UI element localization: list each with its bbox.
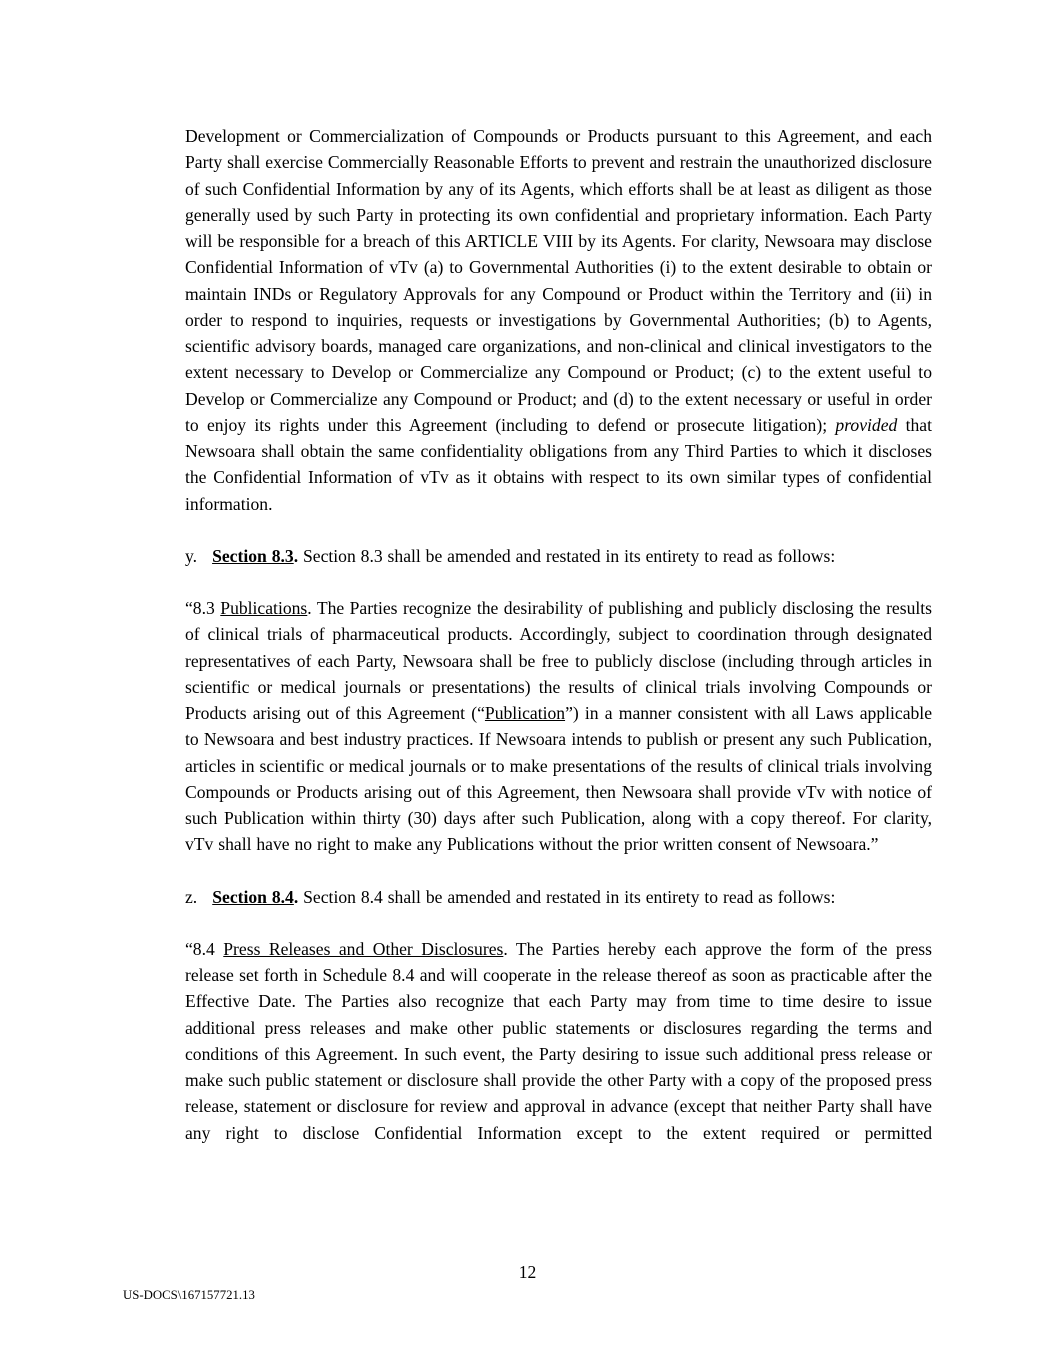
publication-underlined-term: Publication [484,703,566,723]
list-marker-z: z. [185,886,198,907]
list-marker-y: y. [185,545,198,566]
publications-underlined-term: Publications [220,598,308,618]
provided-italic-term: provided [835,414,898,435]
text-segment: “8.4 [185,938,224,959]
paragraph-section-8-3-publications [185,595,932,858]
document-body [185,123,932,1172]
text-segment: “8.3 [185,598,221,618]
section-8-4-heading: Section 8.4 [212,886,294,907]
amendment-item-z [185,884,932,910]
section-8-3-heading: Section 8.3 [212,545,294,566]
paragraph-confidentiality [185,123,932,517]
text-segment: Development or Commercialization of Compounds or Products pursuant to this Agreement, and each Party shall exercise Commercially Reasonable Efforts to prevent and restrain the unauthorized disclosure of such Confidential Information by any of its Agents, which efforts shall be at least as diligent as those generally used by such Party in protecting its own confidential and proprietary information. Each Party will be responsible for a breach of this ARTICLE VIII by its Agents. For clarity, Newsoara may disclose Confidential Information of vTv (a) to Governmental Authorities (i) to the extent desirable to obtain or maintain INDs or Regulatory Approvals for any Compound or Product within the Territory and (ii) in order to respond to inquiries, requests or investigations by Governmental Authorities; (b) to Agents, scientific advisory boards, managed care organizations, and non-clinical and clinical investigators to the extent necessary to Develop or Commercialize any Compound or Product; (c) to the extent useful to Develop or Commercialize any Compound or Product; and (d) to the extent necessary or useful in order to enjoy its rights under this Agreement (including to defend or prosecute litigation); [185,126,932,435]
heading-period: . [293,545,299,566]
text-segment: . The Parties recognize the desirability of publishing and publicly disclosing the results of clinical trials of pharmaceutical products. Accordingly, subject to coordination through designated representatives of each Party, Newsoara shall be free to publicly disclose (including through articles in scientific or medical journals or presentations) the results of clinical trials involving Compounds or Products arising out of this Agreement (“ [185,598,933,723]
heading-period: . [293,886,299,907]
document-id-footer: US-DOCS\167157721.13 [123,1288,255,1302]
text-segment: Section 8.4 shall be amended and restated in its entirety to read as follows: [298,886,836,907]
amendment-item-y [185,543,932,569]
text-segment: that Newsoara shall obtain the same confidentiality obligations from any Third Parties to which it discloses the Confidential Information of vTv as it obtains with respect to its own similar types of confidential information. [185,414,933,514]
text-segment: ”) in a manner consistent with all Laws applicable to Newsoara and best industry practices. If Newsoara intends to publish or present any such Publication, articles in scientific or medical journals or to make presentations of the results of clinical trials involving Compounds or Products arising out of this Agreement, then Newsoara shall provide vTv with notice of such Publication within thirty (30) days after such Publication, along with a copy thereof. For clarity, vTv shall have no right to make any Publications without the prior written consent of Newsoara.” [185,703,933,855]
text-segment: . The Parties hereby each approve the form of the press release set forth in Schedule 8.4 and will cooperate in the release thereof as soon as practicable after the Effective Date. The Parties also recognize that each Party may from time to time desire to issue additional press releases and make other public statements or disclosures regarding the terms and conditions of this Agreement. In such event, the Party desiring to issue such additional press release or make such public statement or disclosure shall provide the other Party with a copy of the proposed press release, statement or disclosure for review and approval in advance (except that neither Party shall have any right to disclose Confidential Information except to the extent required or permitted [185,938,933,1143]
text-segment: Section 8.3 shall be amended and restated in its entirety to read as follows: [298,545,836,566]
press-releases-underlined-term: Press Releases and Other Disclosures [223,938,504,959]
paragraph-section-8-4-press-releases [185,936,932,1146]
page-number: 12 [518,1262,537,1282]
